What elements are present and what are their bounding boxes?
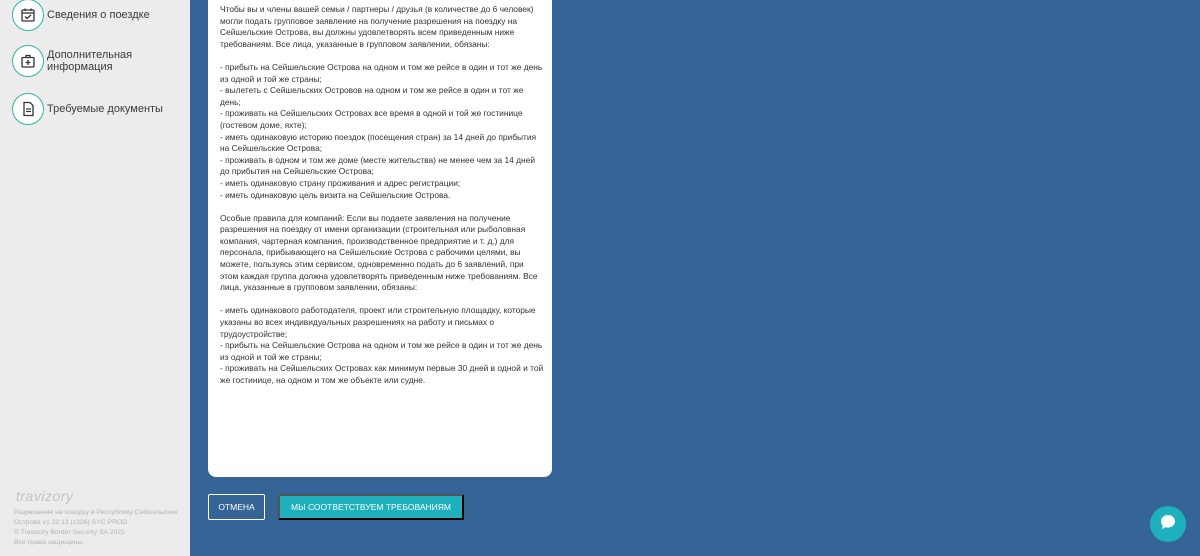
sidebar-item-label: Дополнительная информация [47,49,133,73]
sidebar [0,0,190,556]
sidebar-footer [14,508,186,548]
accept-requirements-button[interactable]: МЫ СООТВЕТСТВУЕМ ТРЕБОВАНИЯМ [278,494,464,520]
document-icon [12,93,44,125]
medical-bag-icon [12,45,44,77]
requirement-item: - проживать в одном и том же доме (месте жительства) не менее чем за 14 дней до прибытия на Сейшельские Острова; [220,154,536,177]
company-rules-paragraph: Особые правила для компаний: Если вы подаете заявления на получение разрешения на поездку от имени организации (строительная или рыболовная компания, чартерная компания, производственное предприятие и т. д.) для персонала, прибывающего на Сейшельские Острова с рабочими целями, вы можете, пользуясь этим сервисом, одновременно подать до 6 заявлений, при этом каждая группа должна удовлетворять приведенным ниже требованиям. Все лица, указанные в групповом заявлении, обязаны: [220,212,538,293]
calendar-icon [12,0,44,31]
requirements-card [208,0,552,477]
requirement-item: - проживать на Сейшельских Островах все время в одной и той же гостинице (гостевом доме, яхте); [220,108,523,130]
chat-icon [1159,513,1177,536]
requirement-item: - прибыть на Сейшельские Острова на одном и том же рейсе в один и тот же день из одной и той же страны; [220,340,543,362]
requirement-item: - иметь одинакового работодателя, проект или строительную площадку, которые указаны во всех индивидуальных разрешениях на работу и письмах о трудоустройстве; [220,305,536,339]
requirement-item: - иметь одинаковую страну проживания и адрес регистрации; [220,177,461,188]
chat-button[interactable] [1150,506,1186,542]
sidebar-item-trip-details[interactable] [12,0,167,31]
requirement-item: - прибыть на Сейшельские Острова на одном и том же рейсе в один и тот же день из одной и той же страны; [220,61,543,84]
footer-copyright: © Travizory Border Security SA 2021 [14,529,125,536]
requirement-item: - проживать на Сейшельских Островах как минимум первые 30 дней в одной и той же гостинице, на одном и том же объекте или судне. [220,363,544,385]
sidebar-item-additional-info[interactable] [12,45,167,77]
requirement-item: - вылететь с Сейшельских Островов на одном и том же рейсе в один и тот же день; [220,85,524,107]
cancel-button[interactable]: ОТМЕНА [208,494,265,520]
sidebar-item-label: Сведения о поездке [47,9,150,21]
footer-rights: Все права защищены. [14,539,85,546]
group-intro-paragraph: Чтобы вы и члены вашей семьи / партнеры / друзья (в количестве до 6 человек) могли подать групповое заявление на получение разрешения на поездку на Сейшельские Острова, вы должны удовлетворять всем приведенным ниже требованиям. Все лица, указанные в групповом заявлении, обязаны: [220,4,534,49]
travizory-logo: travizory [16,488,74,504]
sidebar-item-label: Требуемые документы [47,103,163,115]
footer-version: Разрешение на поездку в Республику Сейшельские Острова v1.32.13 (c326) SYC PROD [14,509,178,526]
requirement-item: - иметь одинаковую историю поездок (посещения стран) за 14 дней до прибытия на Сейшельские Острова; [220,131,537,154]
sidebar-item-required-documents[interactable] [12,93,167,125]
requirements-text [220,4,544,387]
requirement-item: - иметь одинаковую цель визита на Сейшельские Острова. [220,189,451,200]
